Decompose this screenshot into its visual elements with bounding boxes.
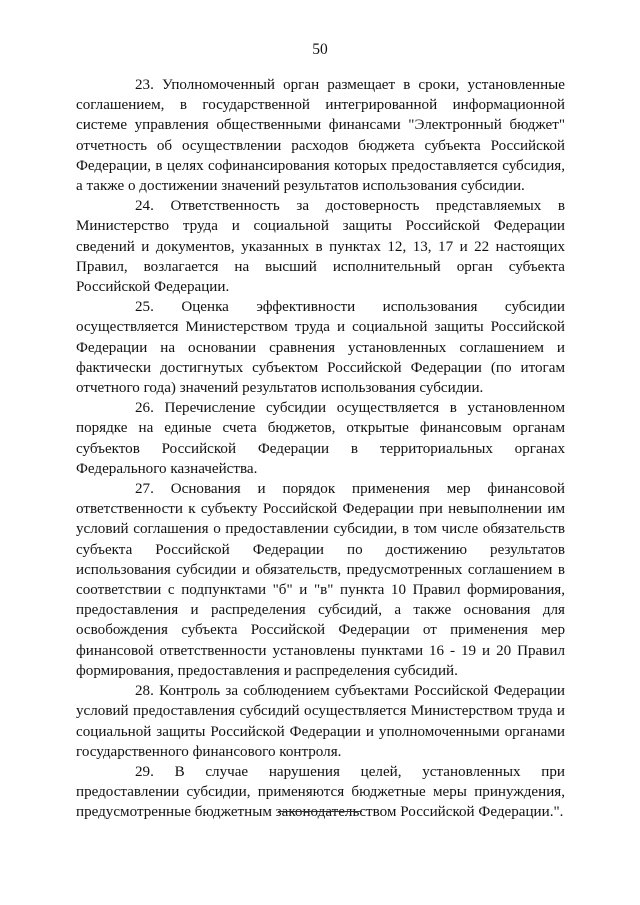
paragraph-25: 25. Оценка эффективности использования субсидии осуществляется Министерством труда и социальной защиты Российской Федерации на основании сравнения установленных соглашением и фактически достигнутых субъектом Российской Федерации (по итогам отчетного года) значений результатов использования субсидии. (76, 299, 565, 397)
end-separator-line (278, 811, 362, 812)
paragraph-24: 24. Ответственность за достоверность представляемых в Министерство труда и социальной защиты Российской Федерации сведений и документов, указанных в пунктах 12, 13, 17 и 22 настоящих Правил, возлагается на высший исполнительный орган субъекта Российской Федерации. (76, 198, 565, 296)
paragraph-29: 29. В случае нарушения целей, установленных при предоставлении субсидии, применяются бюджетные меры принуждения, предусмотренные бюджетным законодательством Российской Федерации.". (76, 763, 565, 821)
paragraph-26: 26. Перечисление субсидии осуществляется в установленном порядке на единые счета бюджетов, открытые финансовым органам субъектов Российской Федерации в территориальных органах Федерального казначейства. (76, 400, 565, 477)
document-body (76, 75, 565, 823)
paragraph-23: 23. Уполномоченный орган размещает в сроки, установленные соглашением, в государственной интегрированной информационной системе управления общественными финансами "Электронный бюджет" отчетность об осуществлении расходов бюджета субъекта Российской Федерации, в целях софинансирования которых предоставляется субсидия, а также о достижении значений результатов использования субсидии. (76, 77, 565, 195)
paragraph-28: 28. Контроль за соблюдением субъектами Российской Федерации условий предоставления субсидий осуществляется Министерством труда и социальной защиты Российской Федерации и уполномоченными органами государственного финансового контроля. (76, 683, 565, 760)
paragraph-27: 27. Основания и порядок применения мер финансовой ответственности к субъекту Российской Федерации при невыполнении им условий соглашения о предоставлении субсидии, в том числе обязательств субъекта Российской Федерации по достижению результатов использования субсидии и обязательств, предусмотренных соглашением в соответствии с подпунктами "б" и "в" пункта 10 Правил формирования, предоставления и распределения субсидий, а также основания для освобождения субъекта Российской Федерации от применения мер финансовой ответственности установлены пунктами 16 - 19 и 20 Правил формирования, предоставления и распределения субсидий. (76, 481, 565, 679)
page-number: 50 (312, 41, 328, 58)
